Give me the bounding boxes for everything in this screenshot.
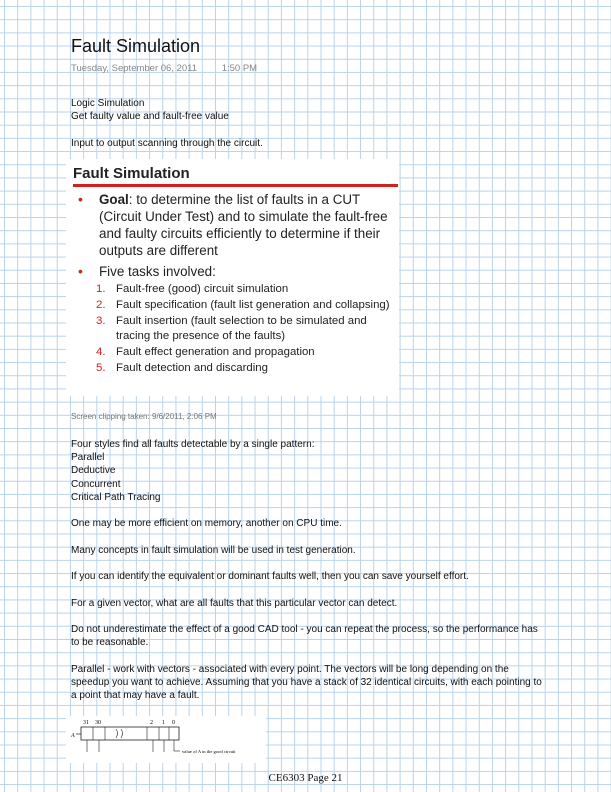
note-paragraph	[71, 544, 356, 557]
register-box	[81, 727, 179, 740]
screen-clipping	[66, 159, 399, 396]
date-line	[71, 63, 257, 74]
bullet-dot-icon: •	[78, 263, 83, 279]
intro-line-3-text: Input to output scanning through the circuit.	[71, 138, 263, 149]
bit-0-label: 0	[172, 720, 175, 726]
note-text: Do not underestimate the effect of a good CAD tool - you can repeat the process, so the performance has to be reasonable.	[71, 624, 538, 649]
task-item	[73, 282, 395, 296]
clipping-caption: Screen clipping taken: 9/6/2011, 2:06 PM	[71, 412, 217, 421]
task-item	[73, 298, 395, 312]
time-text: 1:50 PM	[221, 63, 258, 74]
note-text: Parallel - work with vectors - associated with every point. The vectors will be long depending on the speedup you want to achieve. Assuming that you have a stack of 32 identical circuits, with each pointing to a point that may have a fault.	[71, 664, 542, 702]
note-text: If you can identify the equivalent or dominant faults well, then you can save yourself effort.	[71, 571, 469, 582]
five-tasks-label: Five tasks involved:	[99, 264, 216, 279]
intro-line-2: Get faulty value and fault-free value	[71, 111, 229, 123]
intro-line-3	[71, 137, 263, 150]
style-item: Concurrent	[71, 478, 121, 490]
bit-30-label: 30	[95, 720, 101, 726]
bit-vector-svg	[66, 716, 266, 763]
note-paragraph	[71, 570, 469, 583]
goal-bullet	[73, 191, 395, 259]
note-text: For a given vector, what are all faults that this particular vector can detect.	[71, 598, 398, 609]
task-number: 3.	[96, 315, 106, 328]
task-text: Fault-free (good) circuit simulation	[116, 283, 289, 295]
page-footer: CE6303 Page 21	[268, 772, 343, 784]
break-mark-icon	[116, 729, 123, 738]
task-text: Fault specification (fault list generation and collapsing)	[116, 299, 390, 312]
task-list	[73, 282, 395, 375]
vector-a-label: A	[71, 733, 75, 739]
style-item: Critical Path Tracing	[71, 491, 161, 503]
task-text: Fault effect generation and propagation	[116, 345, 315, 358]
intro-line-1: Logic Simulation	[71, 98, 145, 109]
date-text: Tuesday, September 06, 2011	[71, 63, 198, 74]
clipping-title: Fault Simulation	[73, 165, 190, 182]
note-text: Many concepts in fault simulation will be used in test generation.	[71, 545, 356, 556]
task-text: Fault insertion (fault selection to be simulated and tracing the presence of the faults)	[116, 315, 367, 342]
intro-block	[71, 97, 229, 123]
tasks-bullet	[73, 263, 395, 280]
task-number: 2.	[96, 299, 106, 312]
clipping-body	[73, 191, 395, 377]
style-item: Deductive	[71, 465, 116, 477]
bit-1-label: 1	[162, 720, 165, 726]
task-item	[73, 345, 395, 359]
styles-block	[71, 438, 314, 504]
bit-2-label: 2	[150, 720, 153, 726]
style-item: Parallel	[71, 452, 105, 464]
task-number: 4.	[96, 345, 106, 358]
goal-word: Goal	[99, 192, 129, 207]
styles-intro: Four styles find all faults detectable by a single pattern:	[71, 439, 315, 450]
note-text: One may be more efficient on memory, another on CPU time.	[71, 518, 342, 529]
goal-text: : to determine the list of faults in a CUT (Circuit Under Test) and to simulate the fault-free and faulty circuits efficiently to determine if their outputs are different	[99, 192, 388, 258]
good-circuit-note: value of A in the good circuit	[182, 749, 236, 754]
clipping-divider	[73, 184, 398, 187]
task-number: 5.	[96, 362, 106, 375]
task-number: 1.	[96, 283, 106, 295]
bit-31-label: 31	[83, 720, 89, 726]
note-paragraph	[71, 597, 397, 610]
page-title: Fault Simulation	[71, 36, 201, 56]
note-paragraph	[71, 663, 546, 703]
bullet-dot-icon: •	[78, 191, 83, 207]
task-text: Fault detection and discarding	[116, 362, 268, 375]
bit-vector-diagram	[66, 716, 266, 763]
note-paragraph	[71, 517, 342, 530]
note-paragraph	[71, 623, 541, 649]
task-item	[73, 361, 395, 375]
task-item	[73, 314, 395, 342]
